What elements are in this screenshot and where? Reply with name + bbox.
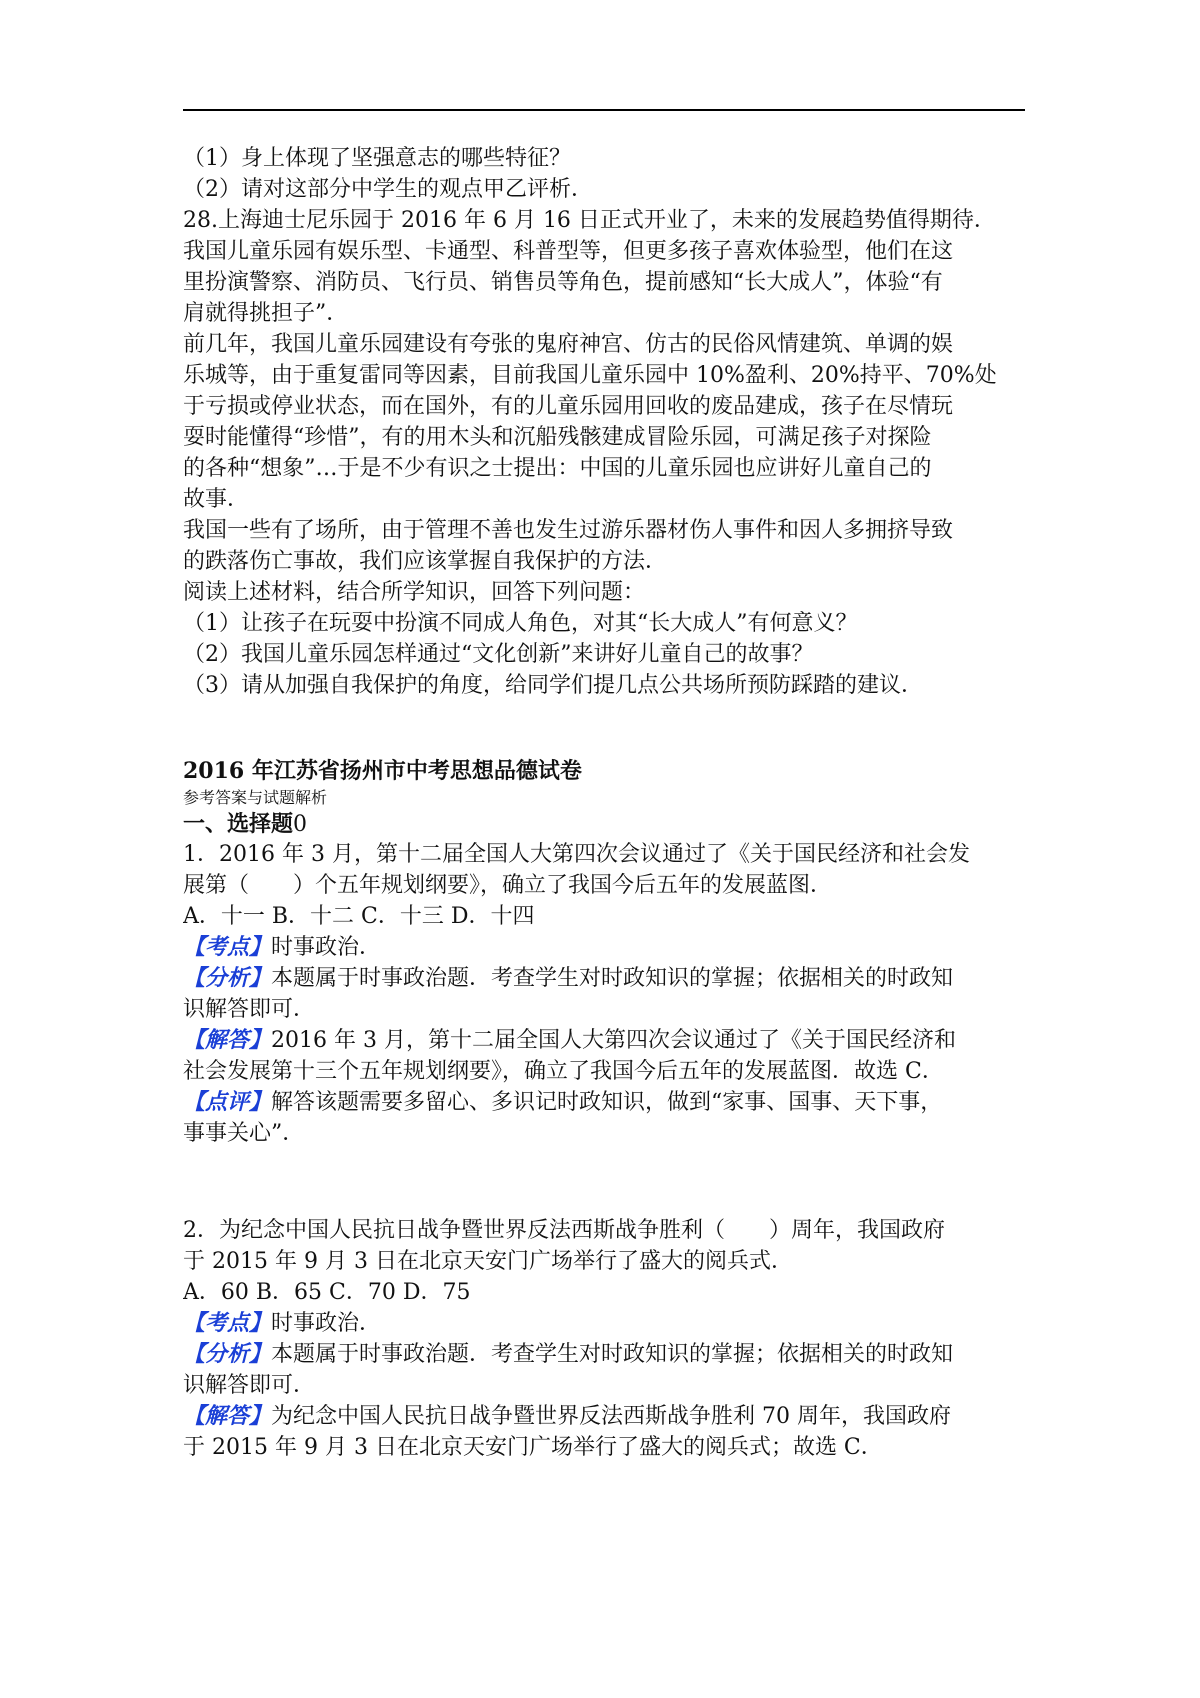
previous-question-items [183, 143, 1025, 205]
question-text-line: 的跌落伤亡事故，我们应该掌握自我保护的方法． [183, 549, 668, 574]
fenxi-tag: 【分析】 [183, 965, 272, 991]
jieda-line [183, 1401, 1025, 1432]
dianping-text: 解答该题需要多留心、多识记时政知识，做到“家事、国事、天下事， [271, 1090, 943, 1115]
question-item: （1）身上体现了坚强意志的哪些特征？ [183, 146, 571, 171]
fenxi-line [183, 963, 1025, 994]
fenxi-text: 本题属于时事政治题．考查学生对时政知识的掌握；依据相关的时政知 [271, 966, 954, 991]
section-heading [183, 810, 1025, 839]
question-options: A．60 B．65 C．70 D．75 [183, 1280, 471, 1305]
answer-question-2 [183, 1215, 1025, 1463]
dianping-line [183, 1087, 1025, 1118]
jieda-continuation: 社会发展第十三个五年规划纲要》，确立了我国今后五年的发展蓝图．故选 C． [183, 1059, 944, 1084]
question-stem-line: 2．为纪念中国人民抗日战争暨世界反法西斯战争胜利（ ）周年，我国政府 [183, 1218, 945, 1243]
question-28 [183, 205, 1025, 701]
fenxi-continuation: 识解答即可． [183, 997, 316, 1022]
question-sub-item: （3）请从加强自我保护的角度，给同学们提几点公共场所预防踩踏的建议． [183, 673, 923, 698]
kaodian-text: 时事政治． [271, 935, 382, 960]
question-sub-item: （2）我国儿童乐园怎样通过“文化创新”来讲好儿童自己的故事？ [183, 642, 814, 667]
question-stem-line: 1．2016 年 3 月，第十二届全国人大第四次会议通过了《关于国民经济和社会发 [183, 842, 970, 867]
fenxi-text: 本题属于时事政治题．考查学生对时政知识的掌握；依据相关的时政知 [271, 1342, 954, 1367]
fenxi-line [183, 1339, 1025, 1370]
header-rule [183, 109, 1025, 111]
section-number: 0 [293, 812, 308, 837]
question-text-line: 肩就得挑担子”． [183, 301, 349, 326]
question-text-line: 乐城等，由于重复雷同等因素，目前我国儿童乐园中 10%盈利、20%持平、70%处 [183, 363, 997, 388]
jieda-text: 2016 年 3 月，第十二届全国人大第四次会议通过了《关于国民经济和 [271, 1028, 956, 1053]
question-text-line: 故事． [183, 487, 250, 512]
fenxi-continuation: 识解答即可． [183, 1373, 316, 1398]
kaodian-tag: 【考点】 [183, 934, 272, 960]
question-text-line: 我国一些有了场所，由于管理不善也发生过游乐器材伤人事件和因人多拥挤导致 [183, 518, 954, 543]
dianping-tag: 【点评】 [183, 1089, 272, 1115]
answer-question-1 [183, 839, 1025, 1149]
jieda-continuation: 于 2015 年 9 月 3 日在北京天安门广场举行了盛大的阅兵式；故选 C． [183, 1435, 883, 1460]
fenxi-tag: 【分析】 [183, 1341, 272, 1367]
kaodian-text: 时事政治． [271, 1311, 382, 1336]
question-text-line: 我国儿童乐园有娱乐型、卡通型、科普型等，但更多孩子喜欢体验型，他们在这 [183, 239, 954, 264]
jieda-line [183, 1025, 1025, 1056]
kaodian-line [183, 932, 1025, 963]
jieda-text: 为纪念中国人民抗日战争暨世界反法西斯战争胜利 70 周年，我国政府 [271, 1404, 951, 1429]
dianping-continuation: 事事关心”． [183, 1121, 305, 1146]
answers-title: 2016 年江苏省扬州市中考思想品德试卷 [183, 758, 582, 784]
jieda-tag: 【解答】 [183, 1403, 272, 1429]
section-label: 一、选择题 [183, 811, 294, 837]
question-stem-line: 展第（ ）个五年规划纲要》，确立了我国今后五年的发展蓝图． [183, 873, 833, 898]
kaodian-line [183, 1308, 1025, 1339]
jieda-tag: 【解答】 [183, 1027, 272, 1053]
question-text-line: 里扮演警察、消防员、飞行员、销售员等角色，提前感知“长大成人”，体验“有 [183, 270, 943, 295]
question-sub-item: （1）让孩子在玩耍中扮演不同成人角色，对其“长大成人”有何意义？ [183, 611, 858, 636]
question-text-line: 于亏损或停业状态，而在国外，有的儿童乐园用回收的废品建成，孩子在尽情玩 [183, 394, 954, 419]
document-body [183, 143, 1025, 1463]
question-text-line: 阅读上述材料，结合所学知识，回答下列问题： [183, 580, 646, 605]
question-item: （2）请对这部分中学生的观点甲乙评析． [183, 177, 593, 202]
question-stem-line: 于 2015 年 9 月 3 日在北京天安门广场举行了盛大的阅兵式． [183, 1249, 793, 1274]
question-text-line: 的各种“想象”…于是不少有识之士提出：中国的儿童乐园也应讲好儿童自己的 [183, 456, 932, 481]
kaodian-tag: 【考点】 [183, 1310, 272, 1336]
question-text-line: 前几年，我国儿童乐园建设有夸张的鬼府神宫、仿古的民俗风情建筑、单调的娱 [183, 332, 954, 357]
question-text-line: 耍时能懂得“珍惜”，有的用木头和沉船残骸建成冒险乐园，可满足孩子对探险 [183, 425, 932, 450]
answers-subtitle: 参考答案与试题解析 [183, 788, 328, 807]
question-text-line: 28.上海迪士尼乐园于 2016 年 6 月 16 日正式开业了，未来的发展趋势值得期待． [183, 208, 996, 233]
question-options: A．十一 B．十二 C．十三 D．十四 [183, 904, 535, 929]
